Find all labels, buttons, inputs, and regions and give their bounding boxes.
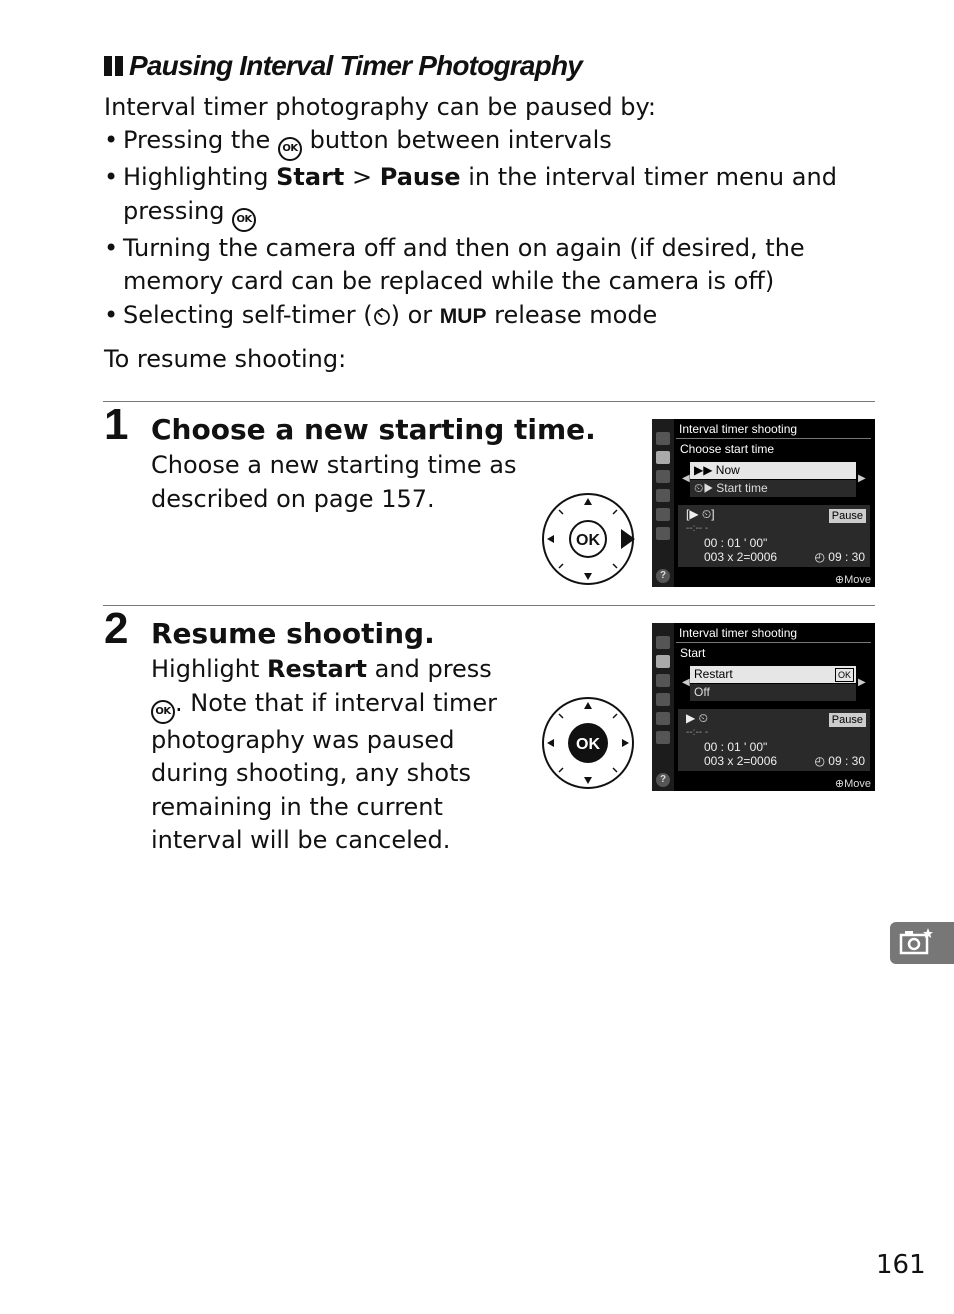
status-mode: [▶ ⏲] [686, 507, 715, 521]
shooting-tab-icon [656, 451, 670, 464]
status-mode: ▶ ⏲ [686, 711, 708, 725]
ok-button-icon: OK [151, 700, 175, 724]
multi-selector-right-icon [541, 492, 635, 586]
camera-screen [652, 419, 875, 587]
step-text: Choose a new starting time as described on page 157. [151, 451, 517, 513]
page-number: 161 [876, 1250, 926, 1280]
menu-tabs [652, 623, 674, 791]
camera-screen [652, 623, 875, 791]
start-time-value: --:-- - [686, 727, 709, 738]
mirror-up-mode-icon: MUP [439, 304, 487, 328]
shooting-menu-tab[interactable] [890, 922, 954, 964]
move-hint: ⊕Move [834, 574, 871, 586]
remaining-time: ◴ 09 : 30 [814, 550, 865, 564]
screen-title: Interval timer shooting [679, 626, 798, 640]
help-icon: ? [656, 773, 670, 787]
step-text: Highlight Restart and press OK . Note that if interval timer photography was paused during shooting, any shots remaining in the current interval will be canceled. [151, 655, 498, 855]
divider [103, 605, 875, 606]
section-title [104, 50, 582, 82]
intro-text: Interval timer photography can be paused by: [104, 93, 656, 121]
screen-subtitle: Start [680, 646, 706, 660]
step-heading: Choose a new starting time. [151, 413, 596, 446]
step-heading: Resume shooting. [151, 617, 435, 650]
svg-text:OK: OK [576, 736, 600, 753]
move-hint: ⊕Move [834, 778, 871, 790]
interval-value: 00 : 01 ' 00" [704, 536, 768, 550]
menu-option-start-time[interactable]: ⏲▶ Start time [690, 480, 856, 497]
restart-label: Restart [267, 655, 368, 683]
menu-option-off[interactable]: Off [690, 684, 856, 701]
step-number: 2 [104, 604, 129, 653]
shots-value: 003 x 2=0006 [704, 550, 778, 564]
step-number: 1 [104, 400, 129, 449]
screen-title: Interval timer shooting [679, 422, 798, 436]
menu-tabs [652, 419, 674, 587]
ok-button-icon: OK [232, 208, 256, 232]
left-arrow-icon: ◀ [682, 677, 690, 688]
divider [676, 642, 871, 643]
self-timer-icon [373, 307, 391, 325]
multi-selector-ok-icon [541, 696, 635, 790]
interval-value: 00 : 01 ' 00" [704, 740, 768, 754]
right-arrow-icon: ▶ [858, 473, 866, 484]
custom-settings-tab-icon [656, 470, 670, 483]
ok-badge: OK [835, 668, 854, 682]
right-arrow-icon: ▶ [858, 677, 866, 688]
camera-icon [890, 922, 954, 964]
menu-option-restart[interactable]: Restart OK [690, 666, 856, 683]
setup-tab-icon [656, 489, 670, 502]
list-item: • Highlighting Start > Pause in the interval timer menu and pressing OK [104, 161, 844, 232]
remaining-time: ◴ 09 : 30 [814, 754, 865, 768]
left-arrow-icon: ◀ [682, 473, 690, 484]
pause-methods-list [104, 124, 844, 333]
divider [676, 438, 871, 439]
divider [103, 401, 875, 402]
my-menu-tab-icon [656, 527, 670, 540]
resume-text: To resume shooting: [104, 345, 347, 373]
list-item: • Turning the camera off and then on again (if desired, the memory card can be replaced while the camera is off) [104, 232, 844, 299]
my-menu-tab-icon [656, 731, 670, 744]
shooting-tab-icon [656, 655, 670, 668]
menu-pause-label: Pause [379, 163, 461, 191]
section-marker-icon [104, 56, 123, 76]
playback-tab-icon [656, 432, 670, 445]
menu-option-now[interactable]: ▶▶ Now [690, 462, 856, 479]
pause-badge: Pause [829, 713, 866, 727]
status-panel [678, 709, 870, 771]
menu-start-label: Start [276, 163, 345, 191]
retouch-tab-icon [656, 508, 670, 521]
setup-tab-icon [656, 693, 670, 706]
help-icon: ? [656, 569, 670, 583]
custom-settings-tab-icon [656, 674, 670, 687]
pause-badge: Pause [829, 509, 866, 523]
playback-tab-icon [656, 636, 670, 649]
screen-subtitle: Choose start time [680, 442, 775, 456]
ok-button-icon: OK [278, 137, 302, 161]
svg-text:OK: OK [576, 532, 600, 549]
retouch-tab-icon [656, 712, 670, 725]
list-item: • Pressing the OK button between intervals [104, 124, 844, 161]
start-time-value: --:-- - [686, 523, 709, 534]
section-title-text: Pausing Interval Timer Photography [129, 50, 583, 81]
shots-value: 003 x 2=0006 [704, 754, 778, 768]
status-panel [678, 505, 870, 567]
list-item: • Selecting self-timer ( ) or MUP release mode [104, 299, 844, 334]
